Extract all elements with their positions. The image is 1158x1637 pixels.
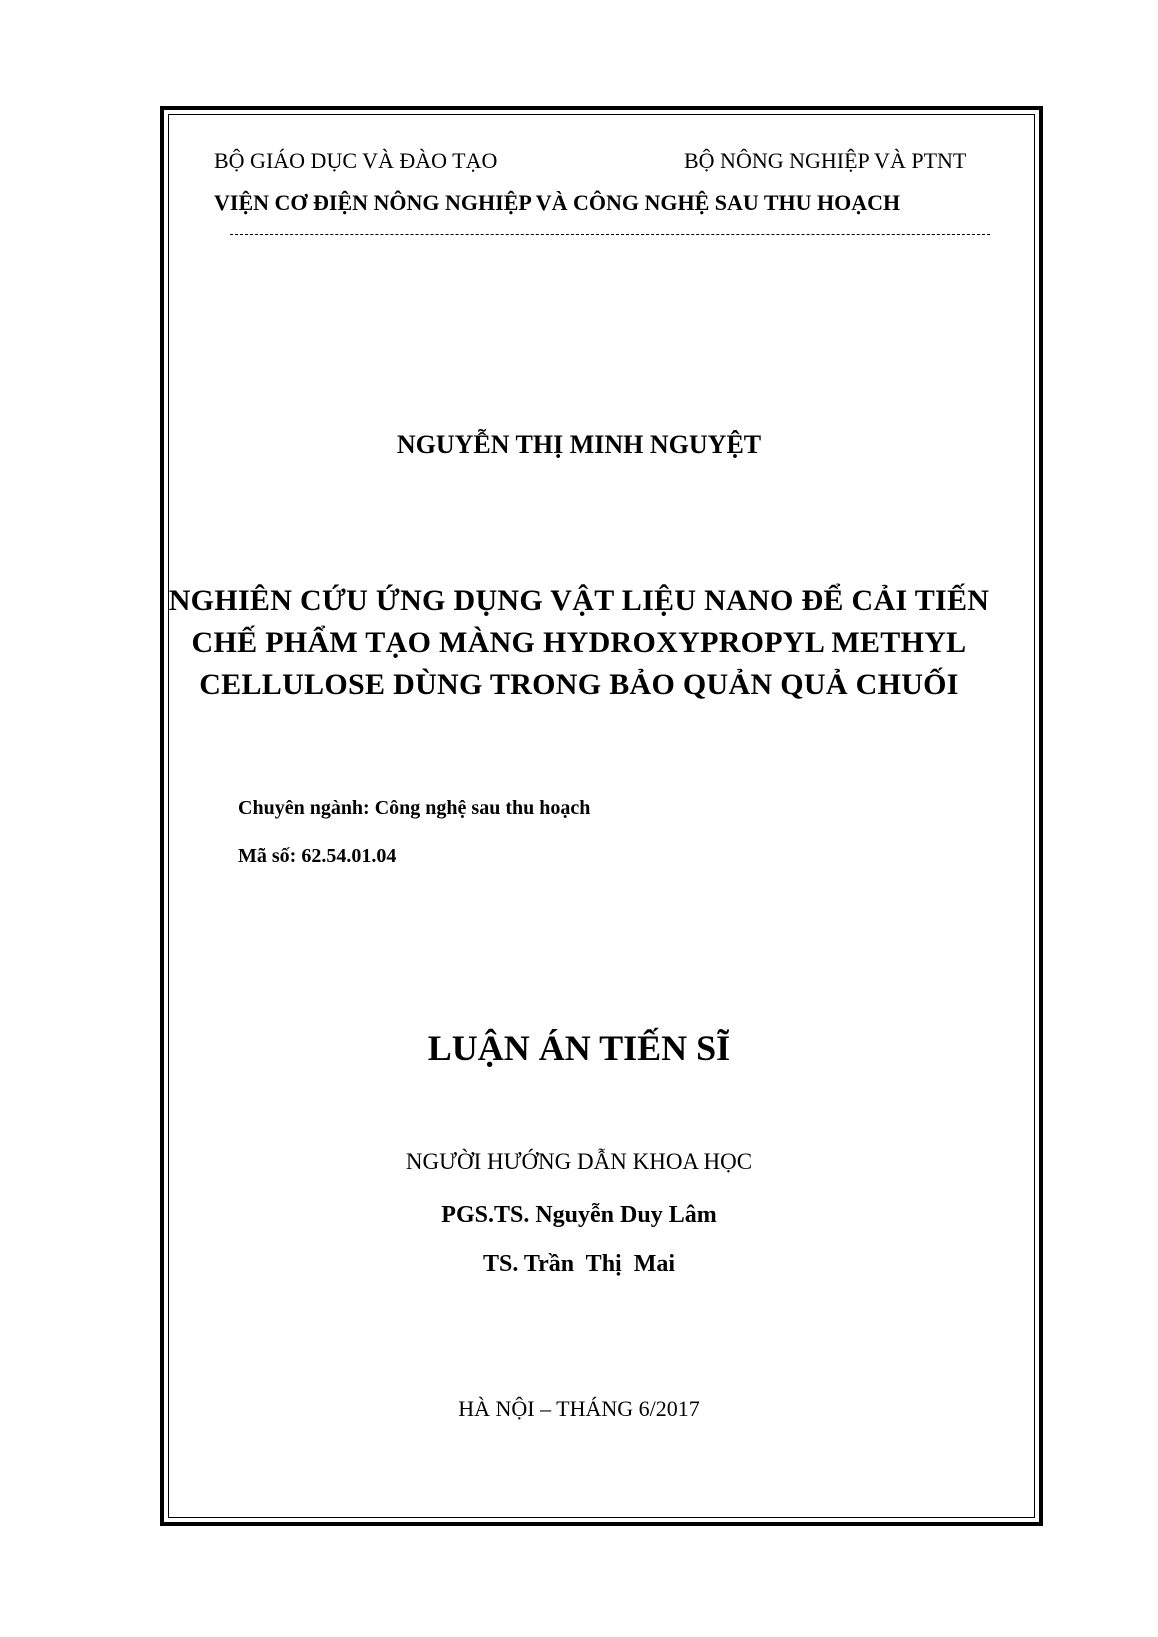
specialization: Chuyên ngành: Công nghệ sau thu hoạch (238, 797, 591, 819)
degree-title: LUẬN ÁN TIẾN SĨ (427, 1028, 731, 1068)
place-date: HÀ NỘI – THÁNG 6/2017 (458, 1396, 700, 1421)
advisor-2: TS. Trần Thị Mai (482, 1251, 676, 1277)
major-code: Mã số: 62.54.01.04 (238, 845, 397, 867)
advisor-1: PGS.TS. Nguyễn Duy Lâm (441, 1202, 717, 1228)
institute-name: VIỆN CƠ ĐIỆN NÔNG NGHIỆP VÀ CÔNG NGHỆ SAU THU HOẠCH (214, 190, 901, 215)
author-name: NGUYỄN THỊ MINH NGUYỆT (396, 430, 762, 459)
ministry-left: BỘ GIÁO DỤC VÀ ĐÀO TẠO (214, 148, 498, 173)
header-divider (230, 234, 990, 235)
ministry-right: BỘ NÔNG NGHIỆP VÀ PTNT (684, 148, 967, 173)
thesis-title-line-3: CELLULOSE DÙNG TRONG BẢO QUẢN QUẢ CHUỐI (199, 668, 959, 701)
thesis-title-line-2: CHẾ PHẨM TẠO MÀNG HYDROXYPROPYL METHYL (191, 626, 967, 659)
advisor-heading: NGƯỜI HƯỚNG DẪN KHOA HỌC (405, 1149, 753, 1174)
thesis-title-line-1: NGHIÊN CỨU ỨNG DỤNG VẬT LIỆU NANO ĐỂ CẢI TIẾN (168, 584, 990, 617)
